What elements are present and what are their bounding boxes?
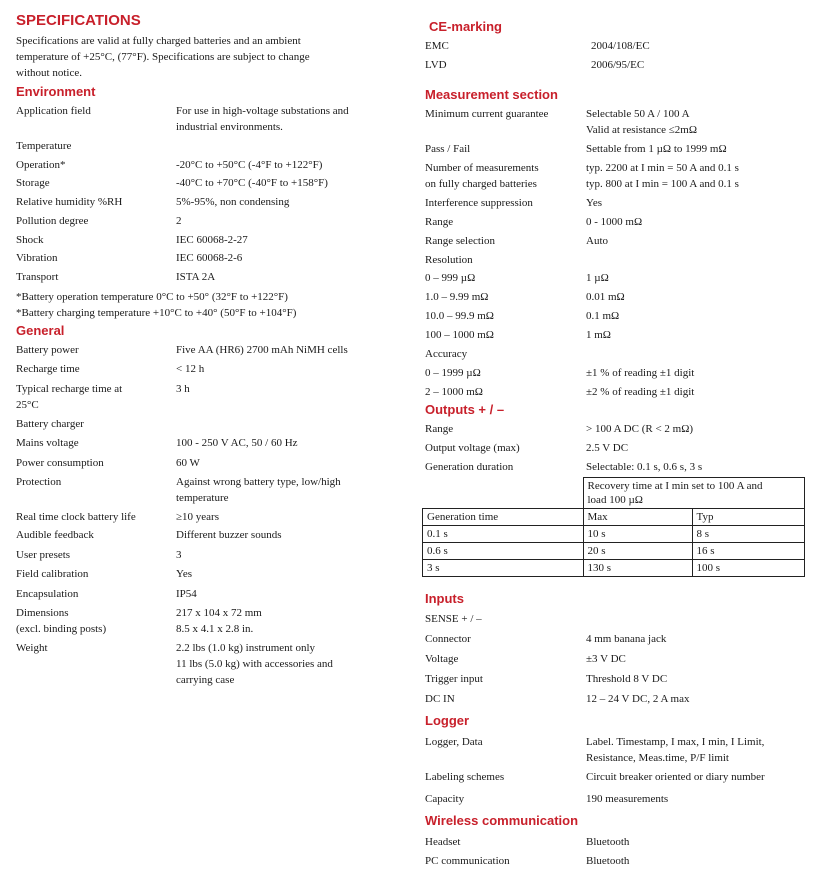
spec-label: Output voltage (max): [425, 442, 520, 454]
column-header: Typ: [692, 509, 805, 526]
spec-value: carrying case: [176, 674, 235, 686]
spec-label: Pass / Fail: [425, 143, 471, 155]
spec-value: Circuit breaker oriented or diary number: [586, 771, 765, 783]
spec-label: Typical recharge time at: [16, 383, 123, 395]
spec-label: PC communication: [425, 855, 510, 867]
spec-label: 2 – 1000 mΩ: [425, 386, 483, 398]
spec-label: Shock: [16, 233, 44, 246]
spec-value: 2.5 V DC: [586, 442, 629, 454]
spec-value: ≥10 years: [176, 511, 219, 523]
spec-label: Recharge time: [16, 363, 80, 375]
spec-label: 0 – 1999 µΩ: [425, 367, 481, 379]
spec-value: typ. 2200 at I min = 50 A and 0.1 s: [586, 162, 739, 174]
spec-value: 0 - 1000 mΩ: [586, 216, 643, 228]
environment-heading: Environment: [16, 84, 96, 99]
spec-value: Selectable 50 A / 100 A: [586, 108, 690, 120]
spec-label: Number of measurements: [425, 162, 539, 174]
spec-label: Battery power: [16, 344, 79, 356]
spec-value: < 12 h: [176, 363, 205, 375]
spec-label: Audible feedback: [16, 529, 94, 541]
spec-value: ISTA 2A: [176, 270, 216, 283]
spec-value: 3 h: [176, 383, 190, 395]
spec-value: Label. Timestamp, I max, I min, I Limit,: [586, 736, 765, 748]
spec-label: Temperature: [16, 140, 72, 152]
spec-label: Relative humidity %RH: [16, 196, 123, 209]
spec-label: Storage: [16, 177, 50, 190]
spec-value: Resistance, Meas.time, P/F limit: [586, 752, 729, 764]
table-row: 0.1 s 10 s 8 s: [423, 526, 805, 543]
spec-value: 1 µΩ: [586, 272, 609, 284]
spec-value: 2.2 lbs (1.0 kg) instrument only: [176, 642, 316, 654]
spec-label: Interference suppression: [425, 197, 533, 209]
spec-value: 5%-95%, non condensing: [176, 196, 290, 209]
spec-value: Against wrong battery type, low/high: [176, 476, 341, 488]
inputs-heading: Inputs: [425, 591, 464, 606]
spec-value: Auto: [586, 235, 608, 247]
intro-line: temperature of +25°C, (77°F). Specifications are subject to change: [16, 51, 310, 63]
recovery-time-table: [422, 477, 805, 577]
spec-label: 10.0 – 99.9 mΩ: [425, 310, 494, 322]
spec-value: 2004/108/EC: [591, 40, 650, 52]
spec-label: Transport: [16, 270, 59, 283]
spec-value: typ. 800 at I min = 100 A and 0.1 s: [586, 178, 739, 190]
spec-value: Valid at resistance ≤2mΩ: [586, 124, 698, 136]
spec-label: Protection: [16, 476, 62, 488]
spec-label: Headset: [425, 836, 461, 848]
spec-label: Range: [425, 423, 454, 435]
spec-label: Power consumption: [16, 457, 104, 469]
spec-value: IP54: [176, 588, 197, 600]
spec-label: LVD: [425, 59, 447, 71]
spec-value: Different buzzer sounds: [176, 529, 282, 541]
spec-label: on fully charged batteries: [425, 178, 537, 190]
spec-value: ±3 V DC: [586, 653, 626, 665]
column-header: Max: [583, 509, 692, 526]
spec-value: 100 - 250 V AC, 50 / 60 Hz: [176, 437, 298, 449]
spec-value: Five AA (HR6) 2700 mAh NiMH cells: [176, 344, 348, 356]
spec-label: DC IN: [425, 693, 455, 705]
spec-value: IEC 60068-2-6: [176, 252, 243, 265]
spec-value: 12 – 24 V DC, 2 A max: [586, 693, 690, 705]
spec-label: Minimum current guarantee: [425, 108, 549, 120]
spec-label: Accuracy: [425, 348, 468, 360]
ce-heading: CE-marking: [429, 19, 502, 34]
spec-value: -20°C to +50°C (-4°F to +122°F): [176, 158, 323, 171]
spec-label: Connector: [425, 633, 471, 645]
spec-label: User presets: [16, 549, 71, 561]
spec-value: -40°C to +70°C (-40°F to +158°F): [176, 177, 328, 190]
spec-label: Battery charger: [16, 418, 84, 430]
spec-label: 0 – 999 µΩ: [425, 272, 476, 284]
wireless-heading: Wireless communication: [425, 813, 579, 828]
spec-value: 2: [176, 214, 182, 227]
spec-value: Threshold 8 V DC: [586, 673, 668, 685]
spec-label: 1.0 – 9.99 mΩ: [425, 291, 489, 303]
column-header: Generation time: [423, 509, 584, 526]
spec-value: 60 W: [176, 457, 200, 469]
spec-value: temperature: [176, 492, 229, 504]
spec-label: Generation duration: [425, 461, 514, 473]
spec-value: 8.5 x 4.1 x 2.8 in.: [176, 623, 254, 635]
spec-label: Capacity: [425, 793, 465, 805]
spec-value: 11 lbs (5.0 kg) with accessories and: [176, 658, 333, 670]
spec-label: Vibration: [16, 252, 58, 265]
spec-label: Trigger input: [425, 673, 483, 685]
general-heading: General: [16, 323, 65, 338]
spec-value: industrial environments.: [176, 121, 283, 133]
spec-label: Encapsulation: [16, 588, 79, 600]
spec-label: Pollution degree: [16, 214, 89, 227]
table-row: 0.6 s 20 s 16 s: [423, 543, 805, 560]
spec-value: Bluetooth: [586, 855, 630, 867]
spec-value: 1 mΩ: [586, 329, 611, 341]
spec-value: Settable from 1 µΩ to 1999 mΩ: [586, 143, 727, 155]
spec-label: 25°C: [16, 399, 39, 411]
spec-value: > 100 A DC (R < 2 mΩ): [586, 423, 694, 435]
battery-note: *Battery operation temperature 0°C to +50° (32°F to +122°F): [16, 291, 288, 303]
spec-value: Yes: [176, 568, 193, 580]
spec-value: 4 mm banana jack: [586, 633, 667, 645]
spec-label: Field calibration: [16, 568, 89, 580]
spec-value: 2006/95/EC: [591, 59, 645, 71]
logger-heading: Logger: [425, 713, 470, 728]
spec-value: Selectable: 0.1 s, 0.6 s, 3 s: [586, 461, 703, 473]
spec-label: Application field: [16, 105, 91, 117]
intro-line: without notice.: [16, 67, 82, 79]
spec-value: 0.01 mΩ: [586, 291, 625, 303]
measurement-heading: Measurement section: [425, 87, 558, 102]
spec-label: Range selection: [425, 235, 495, 247]
spec-value: 3: [176, 549, 182, 561]
spec-label: Voltage: [425, 653, 459, 665]
outputs-heading: Outputs + / –: [425, 402, 505, 417]
spec-label: Real time clock battery life: [16, 511, 136, 523]
spec-label: Dimensions: [16, 607, 69, 619]
spec-label: (excl. binding posts): [16, 623, 107, 635]
spec-value: ±1 % of reading ±1 digit: [586, 367, 695, 379]
spec-label: Mains voltage: [16, 437, 79, 449]
spec-value: 0.1 mΩ: [586, 310, 620, 322]
spec-label: Weight: [16, 642, 48, 654]
spec-value: Bluetooth: [586, 836, 630, 848]
spec-label: Labeling schemes: [425, 771, 505, 783]
spec-label: 100 – 1000 mΩ: [425, 329, 494, 341]
spec-label: Operation*: [16, 158, 66, 171]
spec-label: Range: [425, 216, 454, 228]
spec-label: Logger, Data: [425, 736, 483, 748]
spec-label: SENSE + / –: [425, 613, 482, 625]
spec-value: IEC 60068-2-27: [176, 233, 248, 246]
table-header-row: [423, 509, 805, 526]
spec-label: EMC: [425, 40, 449, 52]
page-title: SPECIFICATIONS: [16, 12, 141, 29]
spec-value: Yes: [586, 197, 603, 209]
battery-note: *Battery charging temperature +10°C to +40° (50°F to +104°F): [16, 307, 297, 319]
spec-label: Resolution: [425, 254, 473, 266]
intro-line: Specifications are valid at fully charged batteries and an ambient: [16, 35, 301, 47]
spec-value: For use in high-voltage substations and: [176, 105, 349, 117]
recovery-caption: Recovery time at I min set to 100 A and load 100 µΩ: [583, 478, 805, 509]
table-row: 3 s 130 s 100 s: [423, 560, 805, 577]
spec-value: 217 x 104 x 72 mm: [176, 607, 262, 619]
spec-value: 190 measurements: [586, 793, 669, 805]
spec-value: ±2 % of reading ±1 digit: [586, 386, 695, 398]
